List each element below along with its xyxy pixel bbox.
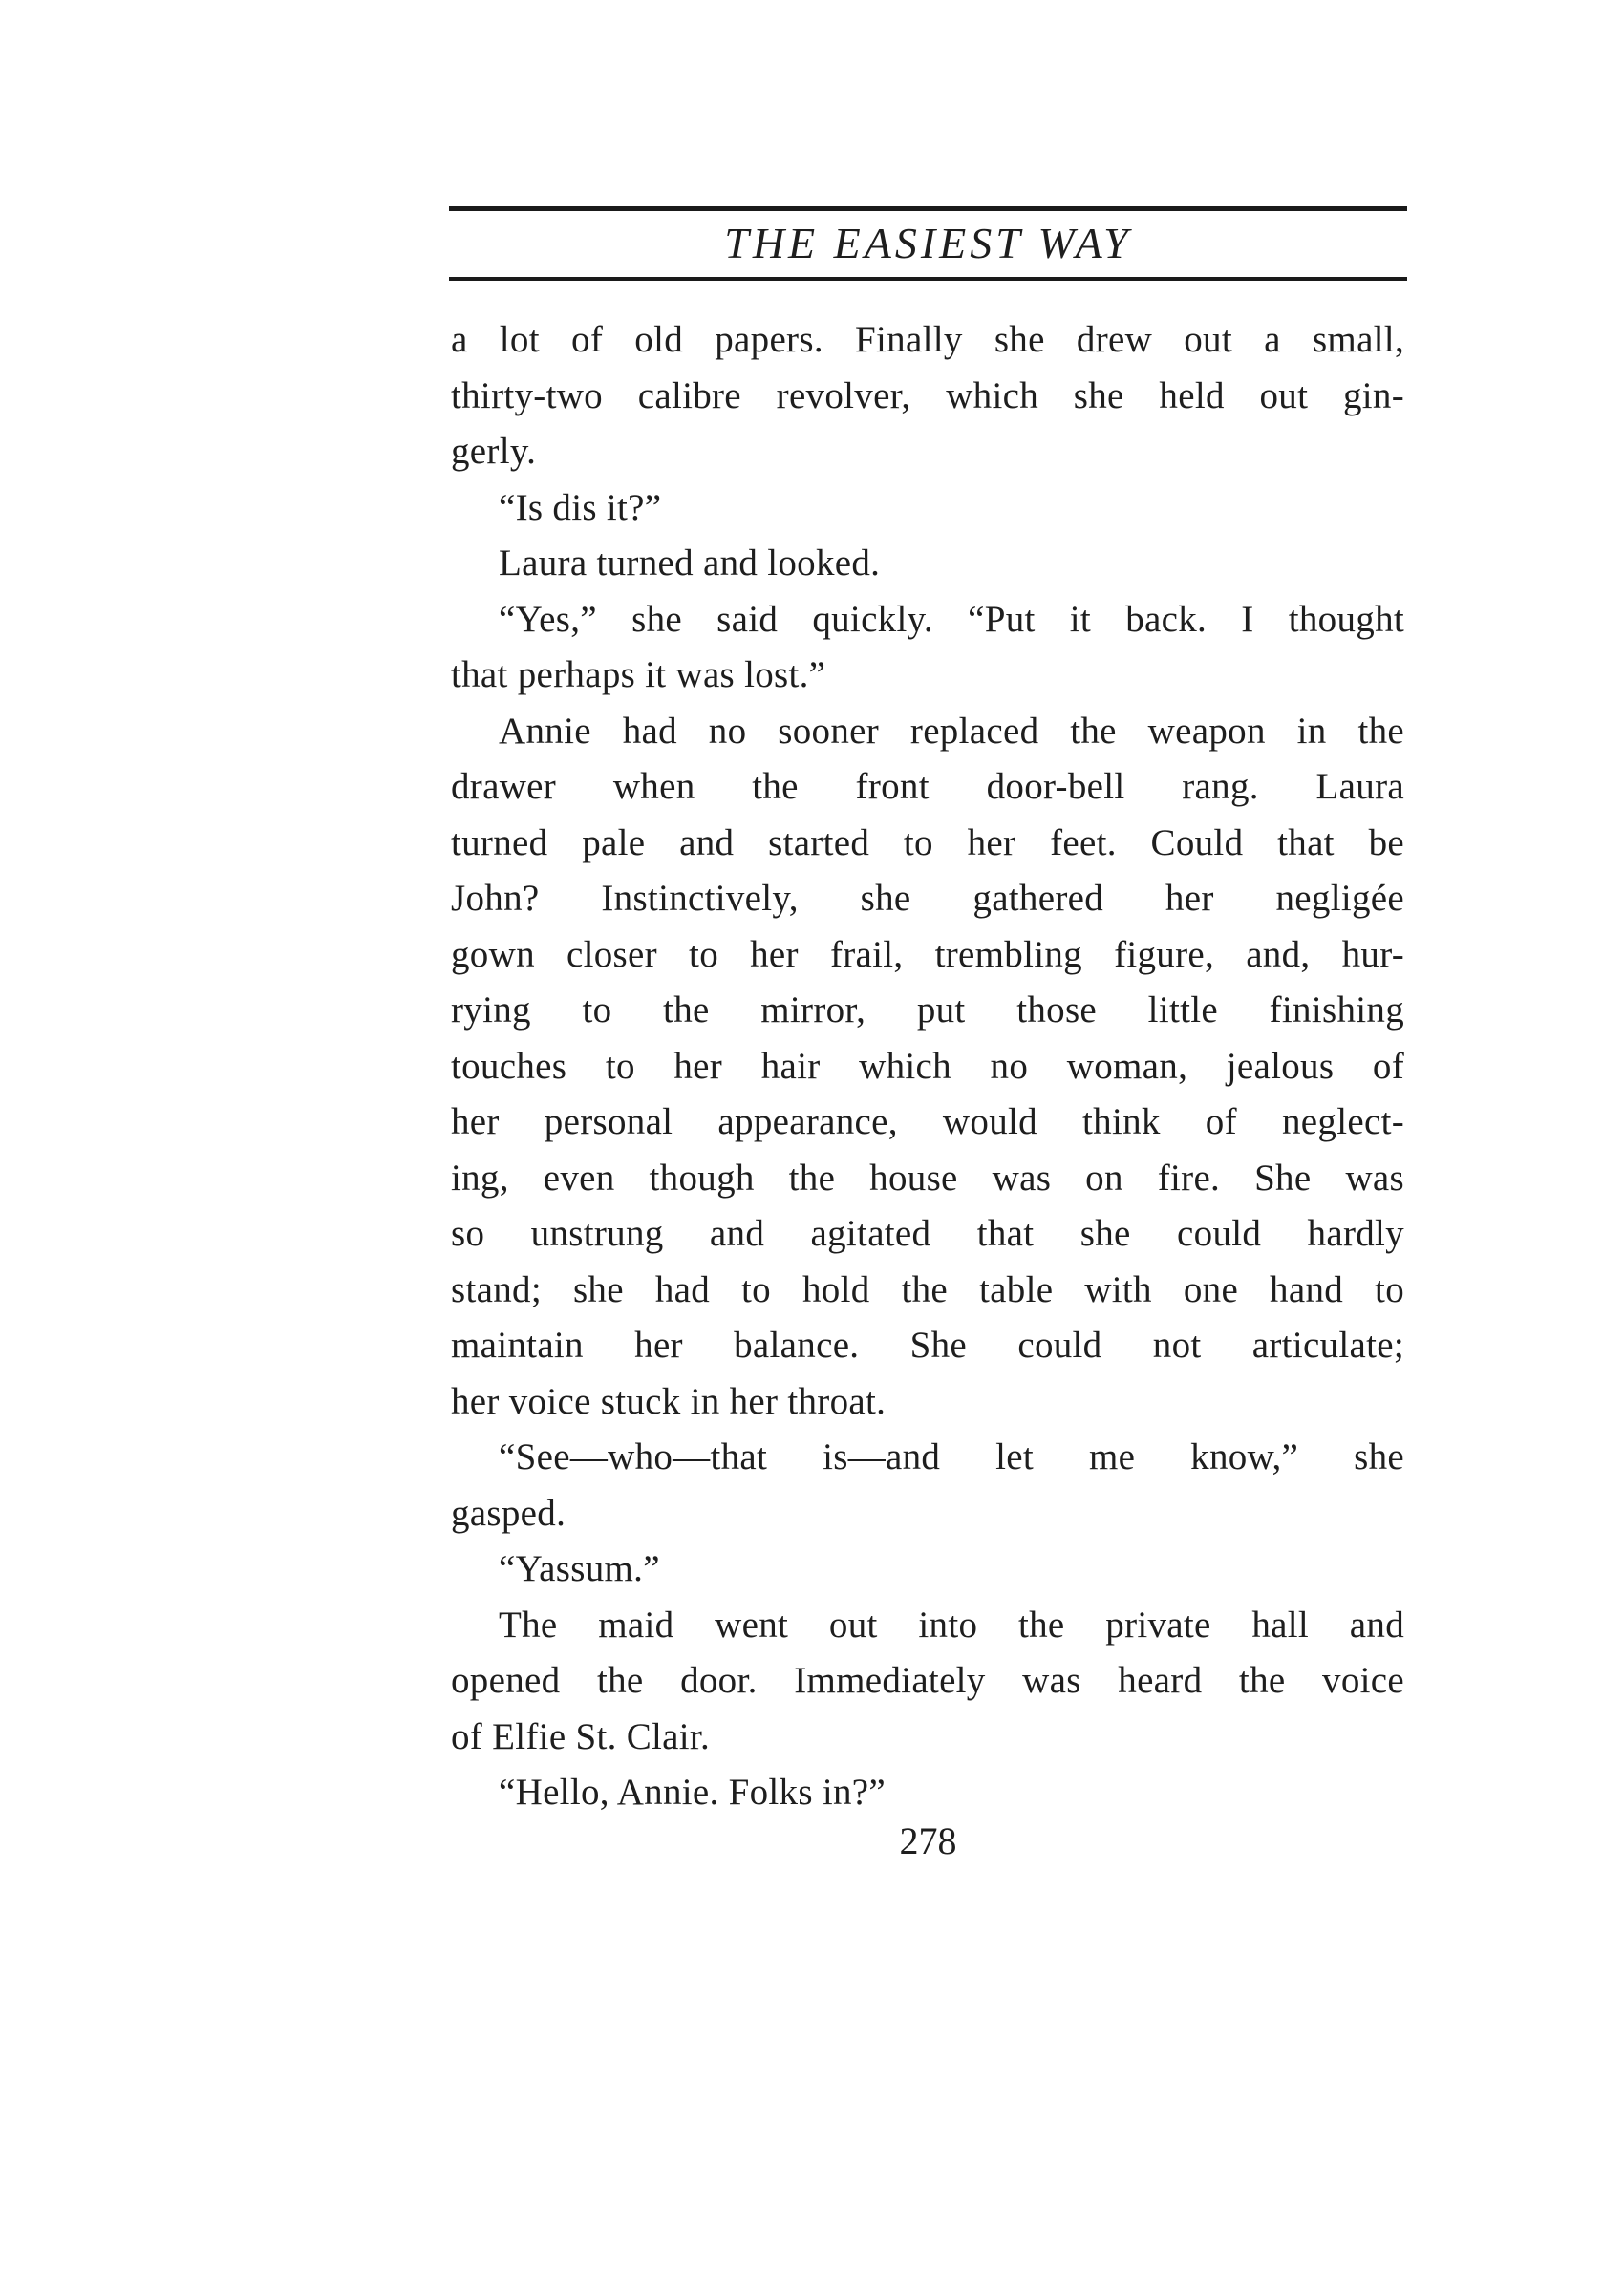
text-line: The maid went out into the private hall and: [499, 1604, 1404, 1646]
text-line: John? Instinctively, she gathered her negligée: [451, 878, 1404, 919]
text-line: gerly.: [451, 431, 537, 472]
text-line: that perhaps it was lost.”: [451, 654, 826, 695]
text-line: of Elfie St. Clair.: [451, 1715, 711, 1757]
page-number: 278: [899, 1819, 957, 1862]
text-line: her personal appearance, would think of neglect-: [451, 1101, 1404, 1142]
text-line: Laura turned and looked.: [499, 542, 881, 584]
text-line: drawer when the front door-bell rang. Laura: [451, 766, 1404, 807]
text-line: rying to the mirror, put those little finishing: [451, 989, 1404, 1031]
text-line: “Yassum.”: [499, 1548, 660, 1589]
text-line: Annie had no sooner replaced the weapon in the: [499, 710, 1404, 752]
text-line: opened the door. Immediately was heard the voice: [451, 1660, 1404, 1701]
text-line: “Is dis it?”: [499, 486, 662, 528]
text-line: her voice stuck in her throat.: [451, 1380, 887, 1422]
text-line: maintain her balance. She could not articulate;: [451, 1325, 1404, 1366]
text-line: turned pale and started to her feet. Could that be: [451, 821, 1404, 863]
text-line: stand; she had to hold the table with one hand to: [451, 1268, 1404, 1310]
running-head: THE EASIEST WAY: [724, 219, 1132, 267]
text-line: touches to her hair which no woman, jealous of: [451, 1045, 1404, 1087]
text-line: “Hello, Annie. Folks in?”: [499, 1772, 887, 1813]
text-line: ing, even though the house was on fire. She was: [451, 1157, 1404, 1199]
text-line: so unstrung and agitated that she could hardly: [451, 1213, 1404, 1254]
text-line: “Yes,” she said quickly. “Put it back. I thought: [499, 598, 1404, 640]
text-line: thirty-two calibre revolver, which she held out gin-: [451, 374, 1404, 416]
text-line: a lot of old papers. Finally she drew out a small,: [451, 319, 1404, 360]
text-line: gasped.: [451, 1492, 566, 1534]
header-rule-bottom: [449, 277, 1407, 281]
header-rule-top: [449, 206, 1407, 211]
text-line: “See—who—that is—and let me know,” she: [499, 1436, 1404, 1478]
body-text: [451, 312, 1404, 1821]
text-line: gown closer to her frail, trembling figure, and, hur-: [451, 933, 1404, 975]
